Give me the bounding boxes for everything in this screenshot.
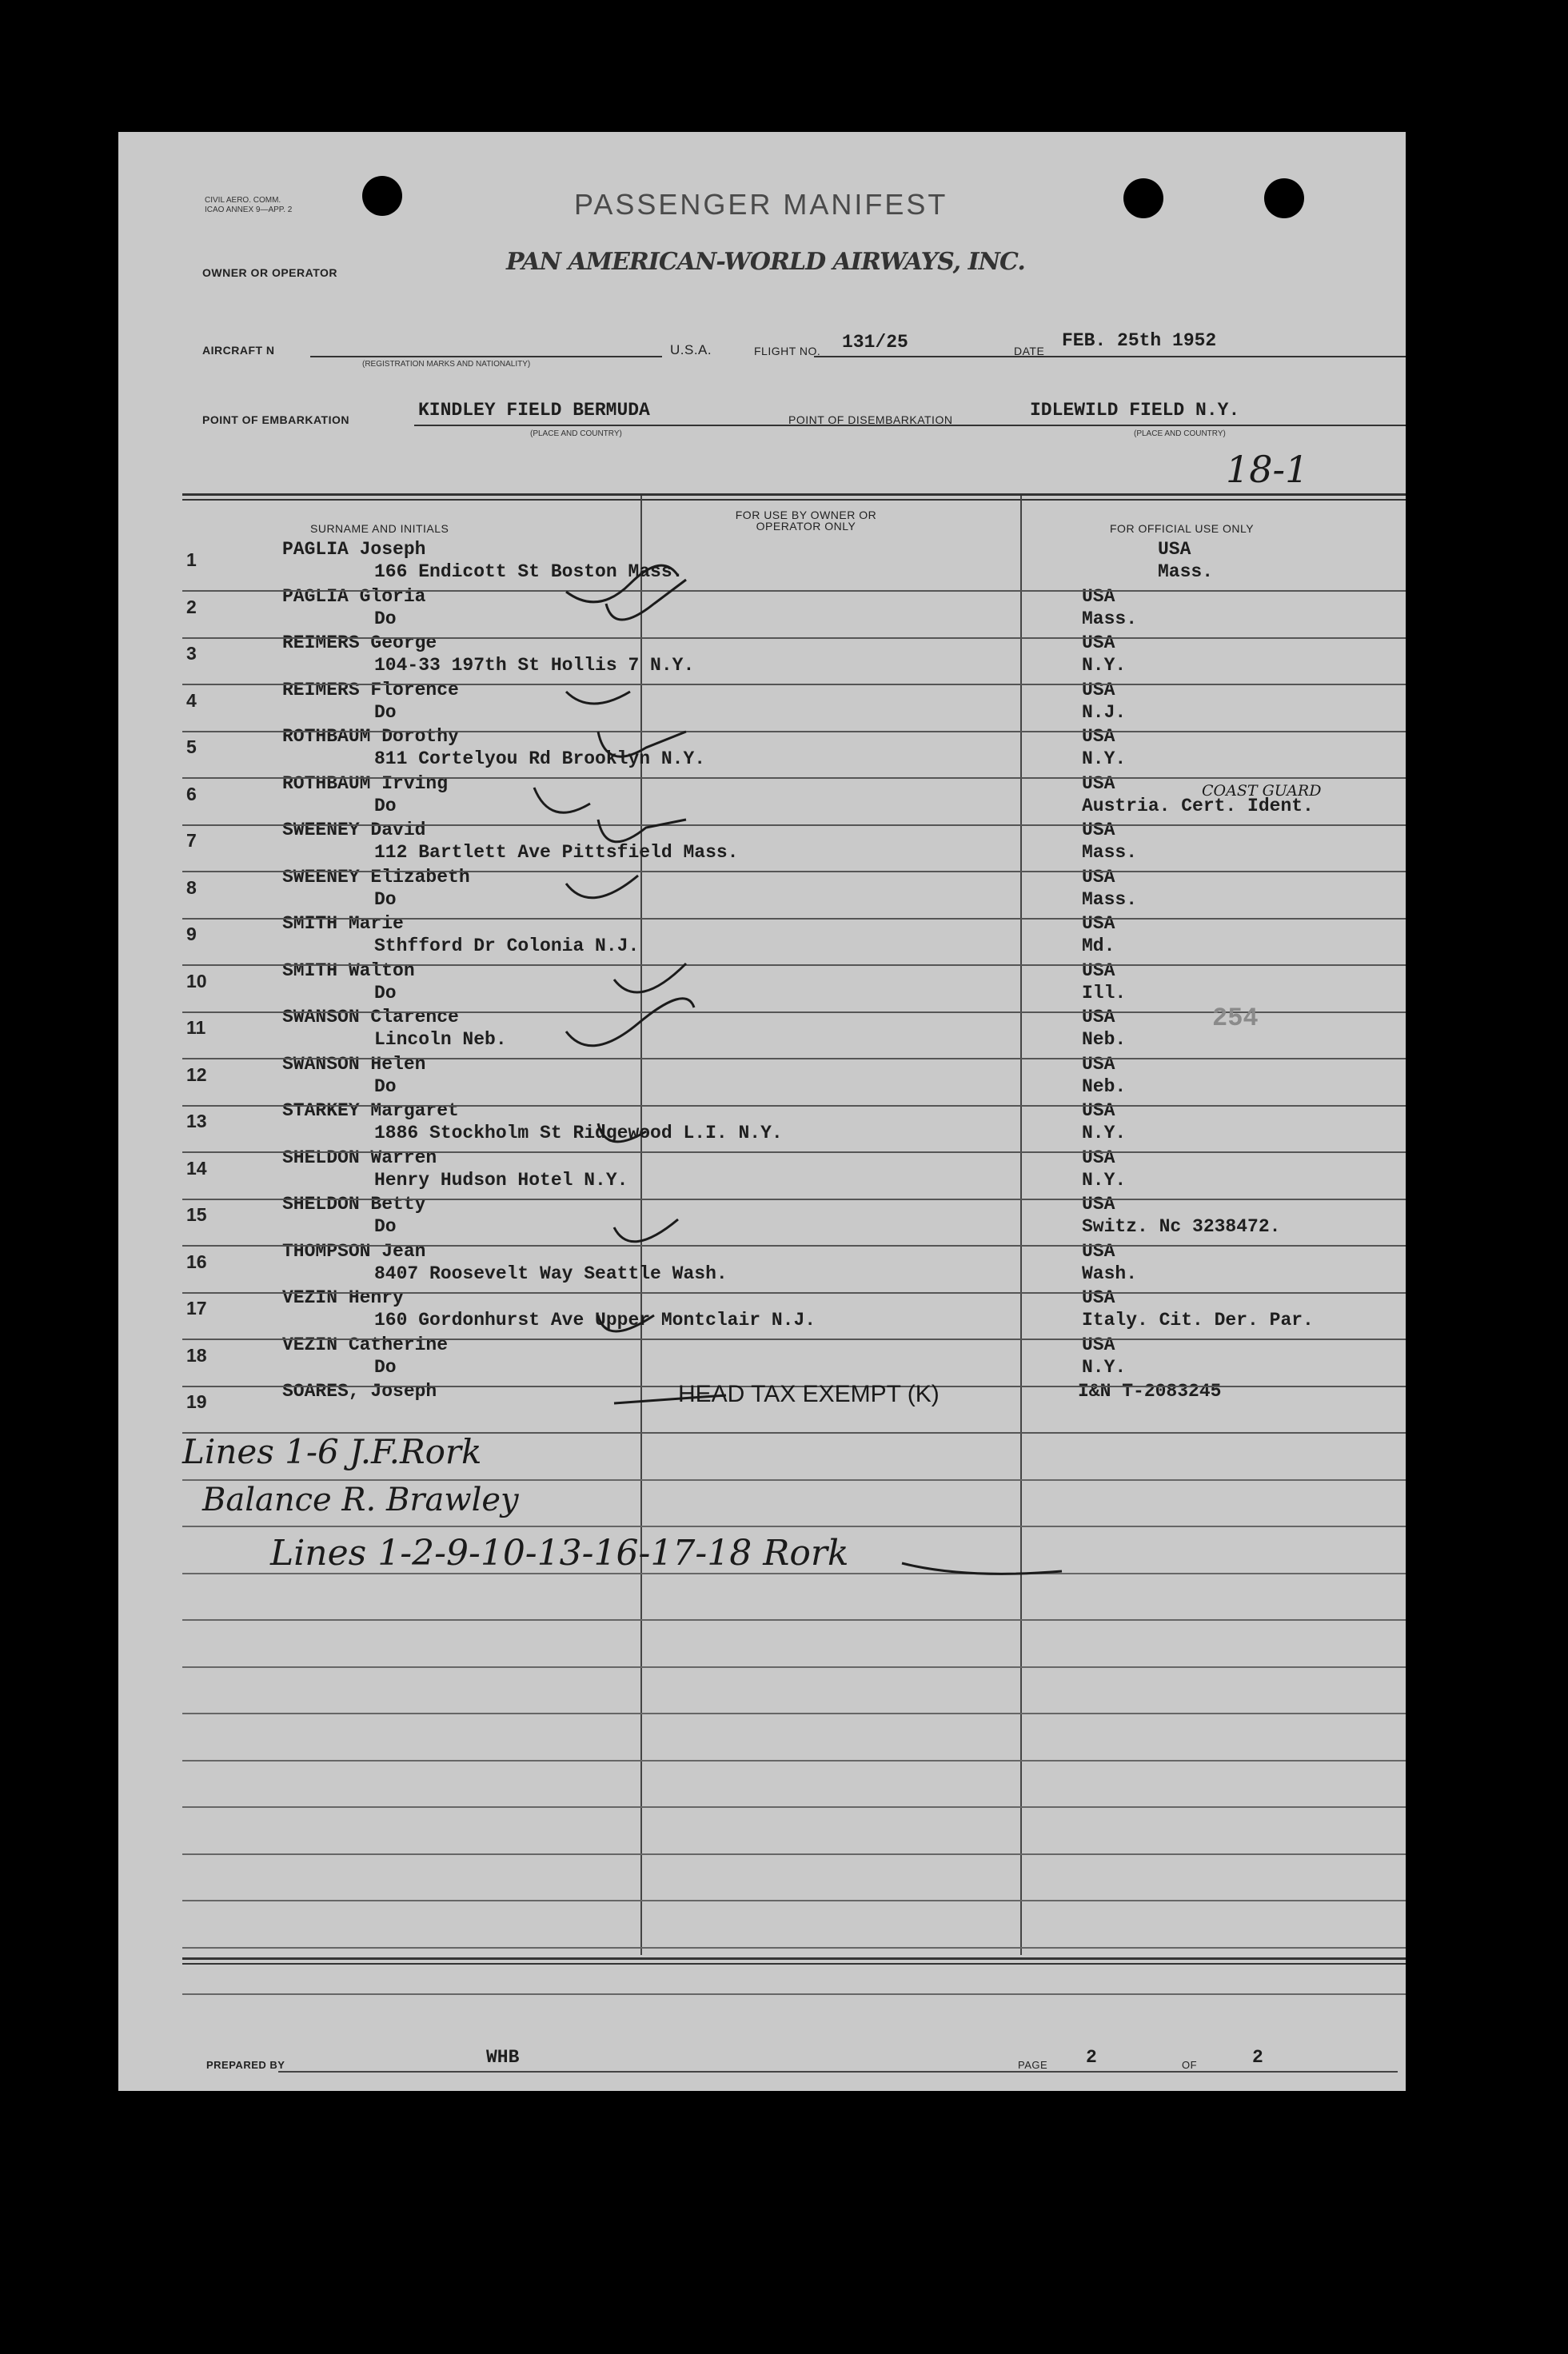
handwritten-checkmarks bbox=[118, 132, 1406, 2091]
col-surname: SURNAME AND INITIALS bbox=[310, 522, 449, 535]
official-use-line-2: N.Y. bbox=[1082, 1169, 1127, 1191]
passenger-address: 112 Bartlett Ave Pittsfield Mass. bbox=[374, 842, 739, 863]
official-use-line-1: USA bbox=[1158, 539, 1191, 560]
aircraft-sub: (REGISTRATION MARKS AND NATIONALITY) bbox=[362, 360, 531, 369]
official-use-line-2: Switz. Nc 3238472. bbox=[1082, 1216, 1281, 1237]
stamp-number: 254 bbox=[1212, 1003, 1259, 1033]
passenger-address: 160 Gordonhurst Ave Upper Montclair N.J. bbox=[374, 1310, 816, 1331]
official-use-line-1: USA bbox=[1082, 726, 1115, 747]
passenger-address: 8407 Roosevelt Way Seattle Wash. bbox=[374, 1263, 728, 1284]
passenger-address: Lincoln Neb. bbox=[374, 1029, 507, 1050]
official-use-line-2: N.Y. bbox=[1082, 748, 1127, 769]
row-number: 8 bbox=[186, 876, 197, 898]
row-number: 11 bbox=[186, 1017, 206, 1038]
passenger-name: ROTHBAUM Irving bbox=[282, 772, 449, 794]
row-number: 12 bbox=[186, 1063, 207, 1085]
flight-number: 131/25 bbox=[842, 332, 908, 353]
row-number: 1 bbox=[186, 549, 197, 570]
official-use-line-1: USA bbox=[1082, 820, 1115, 840]
official-use-line-1: USA bbox=[1082, 866, 1115, 888]
official-use-line-2: Mass. bbox=[1082, 842, 1138, 863]
passenger-name: SWANSON Helen bbox=[282, 1053, 426, 1075]
col-owner-use: FOR USE BY OWNER OR OPERATOR ONLY bbox=[735, 509, 877, 533]
page-title: PASSENGER MANIFEST bbox=[574, 188, 948, 221]
head-tax-stamp: HEAD TAX EXEMPT (K) bbox=[678, 1381, 940, 1407]
row-number: 10 bbox=[186, 970, 207, 991]
official-use-line-2: Austria. Cert. Ident. bbox=[1082, 795, 1314, 816]
page-label: PAGE bbox=[1018, 2059, 1048, 2071]
passenger-name: PAGLIA Joseph bbox=[282, 539, 426, 560]
page-number: 2 bbox=[1086, 2047, 1097, 2068]
official-use-line-1: USA bbox=[1082, 1194, 1115, 1215]
prepared-by: WHB bbox=[486, 2047, 520, 2068]
official-use-line-2: N.Y. bbox=[1082, 655, 1127, 676]
official-use-line-1: USA bbox=[1082, 1334, 1115, 1355]
passenger-name: SWANSON Clarence bbox=[282, 1007, 459, 1027]
row-number: 5 bbox=[186, 736, 197, 757]
row-number: 17 bbox=[186, 1298, 207, 1319]
official-use-line-2: Mass. bbox=[1082, 888, 1138, 910]
official-use-line-2: Italy. Cit. Der. Par. bbox=[1082, 1310, 1314, 1331]
passenger-address: Do bbox=[374, 701, 397, 723]
disembark-label: POINT OF DISEMBARKATION bbox=[788, 413, 953, 426]
passenger-name: SOARES, Joseph bbox=[282, 1381, 437, 1402]
passenger-name: SWEENEY David bbox=[282, 820, 426, 840]
passenger-address: Do bbox=[374, 608, 397, 629]
official-use-line-1: USA bbox=[1082, 1147, 1115, 1168]
official-use-line-2: Neb. bbox=[1082, 1075, 1127, 1097]
row-number: 9 bbox=[186, 924, 197, 944]
handwritten-line-2: Balance R. Brawley bbox=[202, 1482, 519, 1518]
passenger-name: SWEENEY Elizabeth bbox=[282, 866, 470, 888]
official-use-line-1: USA bbox=[1082, 585, 1115, 607]
embark-label: POINT OF EMBARKATION bbox=[202, 413, 349, 426]
page-total: 2 bbox=[1252, 2047, 1263, 2068]
official-use-line-1: USA bbox=[1082, 1240, 1115, 1262]
passenger-address: 166 Endicott St Boston Mass. bbox=[374, 561, 684, 582]
row-number: 14 bbox=[186, 1157, 207, 1179]
passenger-name: SHELDON Warren bbox=[282, 1147, 437, 1168]
row-number: 6 bbox=[186, 783, 197, 804]
passenger-name: SMITH Walton bbox=[282, 960, 415, 981]
passenger-address: Do bbox=[374, 982, 397, 1003]
passenger-address: 104-33 197th St Hollis 7 N.Y. bbox=[374, 655, 695, 676]
aircraft-label: AIRCRAFT N bbox=[202, 344, 275, 357]
coast-guard-note: COAST GUARD bbox=[1202, 782, 1322, 800]
owner-label: OWNER OR OPERATOR bbox=[202, 266, 337, 279]
official-use-line-1: USA bbox=[1082, 913, 1115, 934]
official-use-line-2: Neb. bbox=[1082, 1029, 1127, 1050]
official-use-line-1: USA bbox=[1082, 1007, 1115, 1027]
official-use-line-2: Mass. bbox=[1082, 608, 1138, 629]
passenger-name: REIMERS Florence bbox=[282, 679, 459, 700]
owner-name: PAN AMERICAN-WORLD AIRWAYS, INC. bbox=[506, 248, 1025, 276]
handwritten-note-18-1: 18-1 bbox=[1226, 448, 1309, 491]
manifest-sheet bbox=[118, 132, 1406, 2091]
official-use-line-2: N.J. bbox=[1082, 701, 1127, 723]
of-label: OF bbox=[1182, 2059, 1198, 2071]
passenger-name: VEZIN Catherine bbox=[282, 1334, 449, 1355]
passenger-address: Do bbox=[374, 1356, 397, 1378]
passenger-address: Do bbox=[374, 888, 397, 910]
passenger-address: Do bbox=[374, 1075, 397, 1097]
official-use-line-1: USA bbox=[1082, 1053, 1115, 1075]
row-number: 16 bbox=[186, 1251, 207, 1272]
passenger-address: 1886 Stockholm St Ridgewood L.I. N.Y. bbox=[374, 1123, 783, 1143]
passenger-name: SHELDON Betty bbox=[282, 1194, 426, 1215]
passenger-name: REIMERS George bbox=[282, 632, 437, 653]
form-reference: CIVIL AERO. COMM. ICAO ANNEX 9—APP. 2 bbox=[205, 196, 293, 214]
passenger-address: Do bbox=[374, 795, 397, 816]
embark-sub: (PLACE AND COUNTRY) bbox=[530, 429, 622, 438]
row-number: 13 bbox=[186, 1111, 207, 1131]
official-use-line-1: USA bbox=[1082, 960, 1115, 981]
date-label: DATE bbox=[1014, 345, 1045, 357]
official-use-line-2: Md. bbox=[1082, 936, 1115, 956]
embark-point: KINDLEY FIELD BERMUDA bbox=[418, 400, 650, 421]
row-number: 19 bbox=[186, 1391, 207, 1412]
official-use-line-2: Mass. bbox=[1158, 561, 1214, 582]
passenger-address: Henry Hudson Hotel N.Y. bbox=[374, 1169, 628, 1191]
usa-label: U.S.A. bbox=[670, 342, 712, 357]
passenger-name: SMITH Marie bbox=[282, 913, 404, 934]
official-use-line-2: N.Y. bbox=[1082, 1123, 1127, 1143]
official-use-line-2: Wash. bbox=[1082, 1263, 1138, 1284]
row-number: 4 bbox=[186, 689, 197, 711]
official-use-line-2: Ill. bbox=[1082, 982, 1127, 1003]
handwritten-line-3: Lines 1-2-9-10-13-16-17-18 Rork bbox=[270, 1533, 849, 1574]
official-use-line-1: USA bbox=[1082, 632, 1115, 653]
official-use-line-1: USA bbox=[1082, 1100, 1115, 1121]
passenger-name: ROTHBAUM Dorothy bbox=[282, 726, 459, 747]
row-number: 2 bbox=[186, 596, 197, 617]
passenger-name: PAGLIA Gloria bbox=[282, 585, 426, 607]
passenger-address: Do bbox=[374, 1216, 397, 1237]
handwritten-line-1: Lines 1-6 J.F.Rork bbox=[182, 1432, 482, 1471]
official-use-line-2: N.Y. bbox=[1082, 1356, 1127, 1378]
flight-label: FLIGHT NO. bbox=[754, 345, 821, 357]
prepared-label: PREPARED BY bbox=[206, 2059, 285, 2071]
row-number: 18 bbox=[186, 1344, 207, 1366]
official-use-line-1: USA bbox=[1082, 772, 1115, 794]
col-official-use: FOR OFFICIAL USE ONLY bbox=[1110, 522, 1255, 535]
official-use-line-1: I&N T-2083245 bbox=[1078, 1381, 1222, 1402]
disembark-point: IDLEWILD FIELD N.Y. bbox=[1030, 400, 1240, 421]
flight-date: FEB. 25th 1952 bbox=[1062, 330, 1217, 351]
passenger-address: Sthfford Dr Colonia N.J. bbox=[374, 936, 640, 956]
row-number: 7 bbox=[186, 830, 197, 851]
passenger-name: THOMPSON Jean bbox=[282, 1240, 426, 1262]
row-number: 15 bbox=[186, 1204, 207, 1225]
disembark-sub: (PLACE AND COUNTRY) bbox=[1134, 429, 1226, 438]
row-number: 3 bbox=[186, 643, 197, 664]
official-use-line-1: USA bbox=[1082, 679, 1115, 700]
official-use-line-1: USA bbox=[1082, 1287, 1115, 1308]
passenger-name: STARKEY Margaret bbox=[282, 1100, 459, 1121]
passenger-name: VEZIN Henry bbox=[282, 1287, 404, 1308]
passenger-address: 811 Cortelyou Rd Brooklyn N.Y. bbox=[374, 748, 706, 769]
